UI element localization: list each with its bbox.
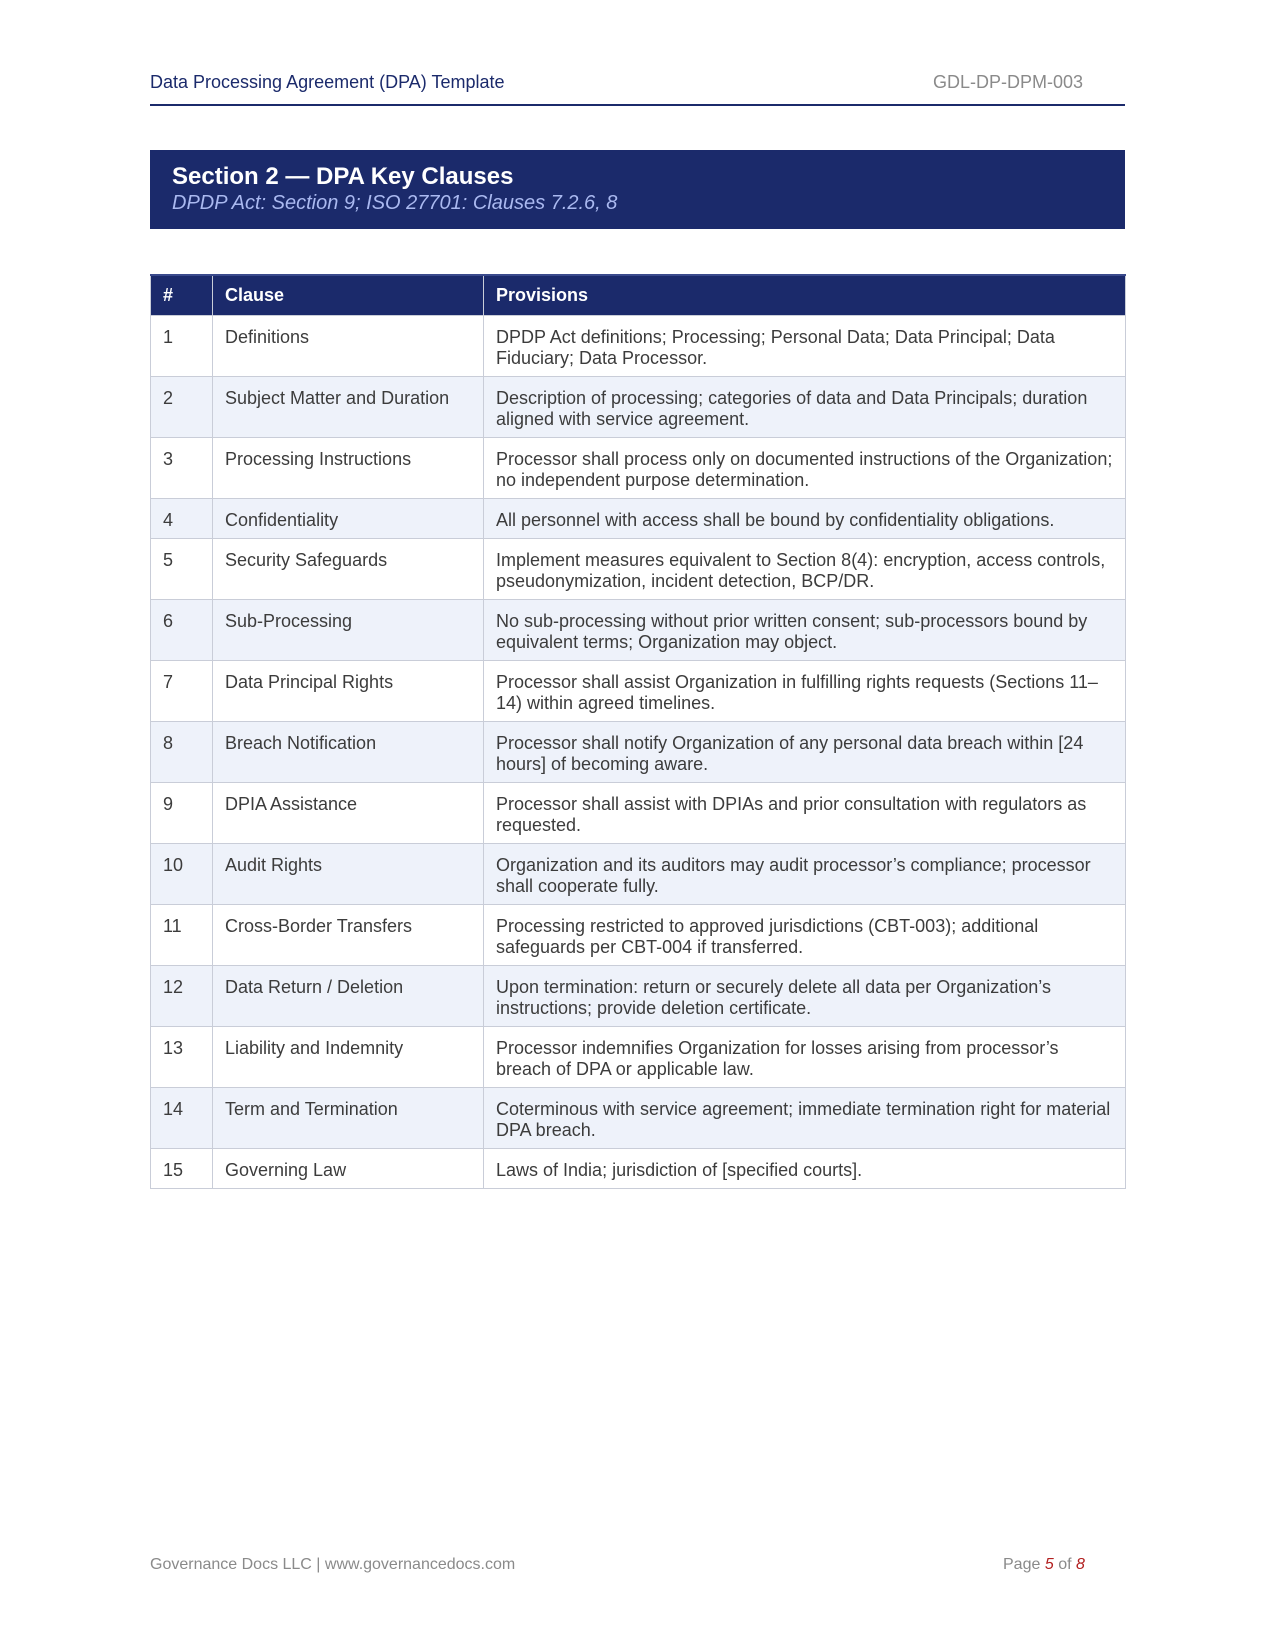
clause-name: Liability and Indemnity (213, 1026, 484, 1087)
page-header (150, 72, 1125, 106)
clause-name: Governing Law (213, 1148, 484, 1188)
clause-name: Security Safeguards (213, 538, 484, 599)
table-row (151, 498, 1126, 538)
table-row (151, 1148, 1126, 1188)
clause-number: 9 (151, 782, 213, 843)
table-row (151, 965, 1126, 1026)
clause-number: 8 (151, 721, 213, 782)
clause-number: 5 (151, 538, 213, 599)
clause-name: Cross-Border Transfers (213, 904, 484, 965)
section-references: DPDP Act: Section 9; ISO 27701: Clauses 7.2.6, 8 (172, 192, 618, 214)
clause-number: 6 (151, 599, 213, 660)
clause-number: 10 (151, 843, 213, 904)
clause-number: 3 (151, 437, 213, 498)
clause-number: 2 (151, 376, 213, 437)
table-row (151, 1087, 1126, 1148)
document-title: Data Processing Agreement (DPA) Template (150, 72, 505, 92)
page-label: Page (1003, 1556, 1041, 1573)
clause-name: Data Return / Deletion (213, 965, 484, 1026)
table-row (151, 843, 1126, 904)
table-row (151, 315, 1126, 376)
clause-name: Subject Matter and Duration (213, 376, 484, 437)
clause-number: 13 (151, 1026, 213, 1087)
current-page: 5 (1044, 1556, 1054, 1573)
clause-number: 1 (151, 315, 213, 376)
column-header-number: # (151, 275, 213, 315)
clause-name: Term and Termination (213, 1087, 484, 1148)
table-row (151, 538, 1126, 599)
clause-name: Processing Instructions (213, 437, 484, 498)
section-title: Section 2 — DPA Key Clauses (172, 163, 514, 190)
table-row (151, 660, 1126, 721)
clause-provisions: Processor shall process only on documented instructions of the Organization; no independent purpose determination. (484, 437, 1126, 498)
clause-provisions: DPDP Act definitions; Processing; Personal Data; Data Principal; Data Fiduciary; Data Processor. (484, 315, 1126, 376)
clause-provisions: Description of processing; categories of data and Data Principals; duration aligned with service agreement. (484, 376, 1126, 437)
document-code: GDL-DP-DPM-003 (933, 72, 1084, 92)
clause-name: Sub-Processing (213, 599, 484, 660)
clause-name: Breach Notification (213, 721, 484, 782)
clause-provisions: Processor shall notify Organization of any personal data breach within [24 hours] of becoming aware. (484, 721, 1126, 782)
clause-provisions: Processor shall assist with DPIAs and prior consultation with regulators as requested. (484, 782, 1126, 843)
clause-name: Data Principal Rights (213, 660, 484, 721)
clause-provisions: Laws of India; jurisdiction of [specified courts]. (484, 1148, 1126, 1188)
clause-number: 7 (151, 660, 213, 721)
footer-page-number (1003, 1556, 1085, 1574)
clause-provisions: Processor shall assist Organization in fulfilling rights requests (Sections 11–14) within agreed timelines. (484, 660, 1126, 721)
page-of-label: of (1058, 1556, 1072, 1573)
table-row (151, 782, 1126, 843)
footer-company: Governance Docs LLC | www.governancedocs.com (150, 1556, 516, 1573)
clause-name: Audit Rights (213, 843, 484, 904)
clause-provisions: Organization and its auditors may audit processor’s compliance; processor shall cooperate fully. (484, 843, 1126, 904)
table-row (151, 376, 1126, 437)
clause-number: 15 (151, 1148, 213, 1188)
clause-name: DPIA Assistance (213, 782, 484, 843)
table-row (151, 437, 1126, 498)
clause-number: 12 (151, 965, 213, 1026)
table-row (151, 904, 1126, 965)
table-row (151, 1026, 1126, 1087)
clause-provisions: No sub-processing without prior written consent; sub-processors bound by equivalent terms; Organization may object. (484, 599, 1126, 660)
clause-provisions: All personnel with access shall be bound by confidentiality obligations. (484, 498, 1126, 538)
table-row (151, 599, 1126, 660)
clause-number: 14 (151, 1087, 213, 1148)
total-pages: 8 (1075, 1556, 1085, 1573)
table-header-row (151, 275, 1126, 315)
section-banner (150, 150, 1125, 229)
clause-number: 4 (151, 498, 213, 538)
clause-provisions: Implement measures equivalent to Section 8(4): encryption, access controls, pseudonymization, incident detection, BCP/DR. (484, 538, 1126, 599)
clauses-table (150, 274, 1126, 1189)
clause-provisions: Processor indemnifies Organization for losses arising from processor’s breach of DPA or applicable law. (484, 1026, 1126, 1087)
clause-name: Confidentiality (213, 498, 484, 538)
clause-name: Definitions (213, 315, 484, 376)
column-header-provisions: Provisions (484, 275, 1126, 315)
table-row (151, 721, 1126, 782)
clause-provisions: Upon termination: return or securely delete all data per Organization’s instructions; provide deletion certificate. (484, 965, 1126, 1026)
clause-provisions: Processing restricted to approved jurisdictions (CBT-003); additional safeguards per CBT-004 if transferred. (484, 904, 1126, 965)
clause-number: 11 (151, 904, 213, 965)
column-header-clause: Clause (213, 275, 484, 315)
clause-provisions: Coterminous with service agreement; immediate termination right for material DPA breach. (484, 1087, 1126, 1148)
